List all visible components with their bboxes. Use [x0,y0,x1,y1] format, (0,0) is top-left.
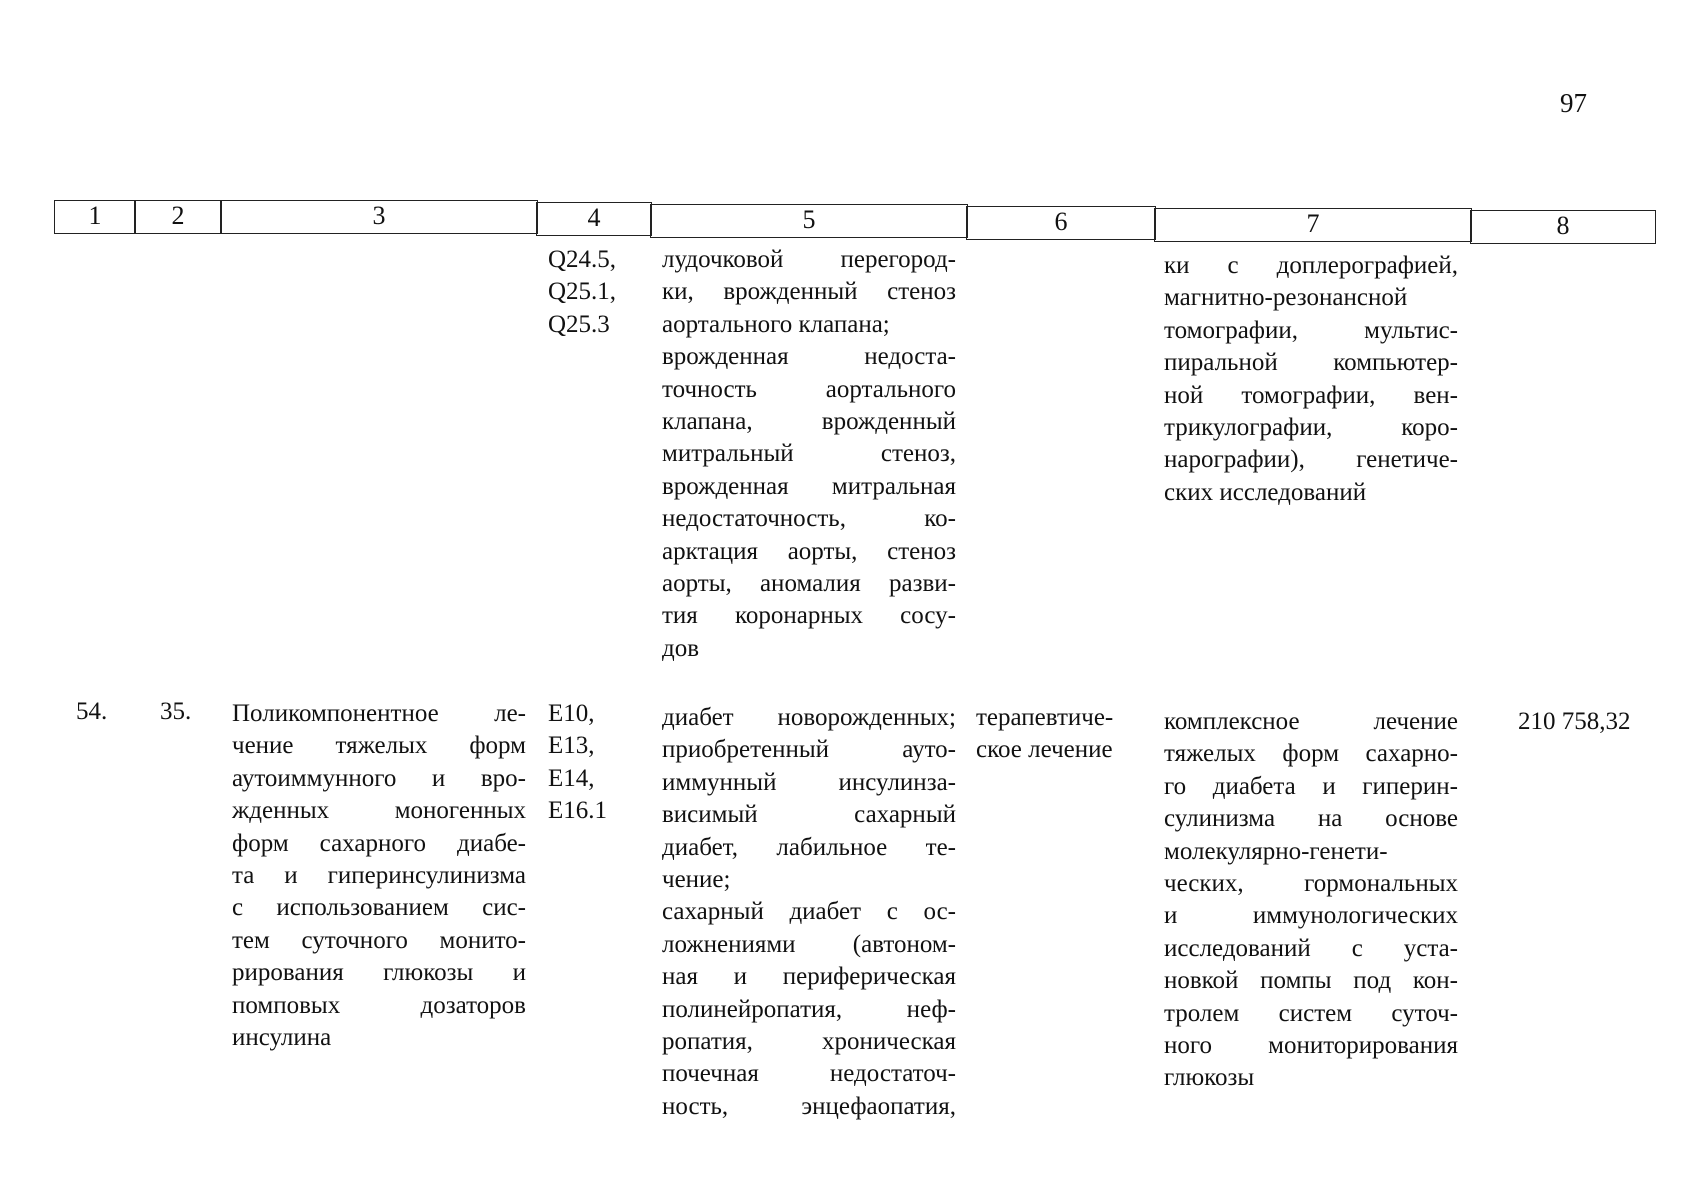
text-line: аортального клапана; [662,310,890,338]
row-col7-treatment-method [1164,706,1458,1095]
text-line: жденных моногенных [232,797,526,825]
header-col-4: 4 [536,202,652,236]
text-line: та и гиперинсулинизма [232,862,526,890]
text-line: диабет новорожденных; [662,704,956,731]
row-col4-codes [548,698,607,828]
text-line: комплексное лечение [1164,708,1458,735]
text-line: форм сахарного диабе- [232,829,526,857]
text-line: E13, [548,732,595,760]
continuation-col5 [662,244,956,665]
row-col5-diagnosis [662,702,956,1123]
text-line: чение тяжелых форм [232,732,526,760]
text-line: ческих, гормональных [1164,870,1458,898]
text-line: E16.1 [548,797,608,825]
text-line: глюкозы [1164,1064,1255,1092]
text-line: ки, врожденный стеноз [662,278,956,306]
text-line: митральный стеноз, [662,440,956,468]
text-line: диабет, лабильное те- [662,833,956,861]
text-line: E14, [548,764,595,792]
text-line: исследований с уста- [1164,934,1458,962]
text-line: арктация аорты, стеноз [662,537,956,565]
text-line: дов [662,634,700,662]
row-subnumber: 35. [160,698,192,725]
text-line: пиральной компьютер- [1164,349,1458,377]
text-line: клапана, врожденный [662,408,956,436]
text-line: Поликомпонентное ле- [232,700,526,727]
page-number: 97 [1560,88,1587,118]
text-line: трикулографии, коро- [1164,414,1458,442]
text-line: приобретенный ауто- [662,736,956,764]
text-line: висимый сахарный [662,801,956,829]
row-col3-method [232,698,526,1054]
continuation-col4 [548,244,616,341]
text-line: Q25.1, [548,278,617,306]
text-line: лудочковой перегород- [662,246,956,273]
text-line: Q25.3 [548,310,610,338]
header-col-3: 3 [220,200,538,234]
header-col-2: 2 [134,200,222,234]
text-line: го диабета и гиперин- [1164,772,1458,800]
header-col-6: 6 [966,206,1156,240]
text-line: нарографии), генетиче- [1164,446,1458,474]
continuation-col7 [1164,250,1458,509]
text-line: и иммунологических [1164,902,1458,930]
header-col-8: 8 [1470,210,1656,244]
text-line: тролем систем суточ- [1164,999,1458,1027]
row-col6-treatment-type [976,702,1113,767]
text-line: точность аортального [662,375,956,403]
text-line: иммунный инсулинза- [662,768,956,796]
text-line: ских исследований [1164,478,1367,506]
text-line: ропатия, хроническая [662,1028,956,1056]
text-line: новкой помпы под кон- [1164,967,1458,995]
text-line: полинейропатия, неф- [662,995,956,1023]
text-line: тия коронарных сосу- [662,602,956,630]
text-line: помповых дозаторов [232,991,526,1019]
table-header-row [54,200,1656,238]
text-line: тяжелых форм сахарно- [1164,740,1458,768]
text-line: магнитно-резонансной [1164,284,1408,312]
text-line: ного мониторирования [1164,1032,1458,1060]
text-line: тем суточного монито- [232,926,526,954]
text-line: ское лечение [976,736,1113,764]
header-col-7: 7 [1154,208,1472,242]
text-line: недостаточность, ко- [662,505,956,533]
text-line: рирования глюкозы и [232,959,526,987]
text-line: инсулина [232,1024,332,1052]
row-col8-cost: 210 758,32 [1518,708,1631,735]
text-line: сахарный диабет с ос- [662,898,956,926]
text-line: терапевтиче- [976,704,1114,731]
text-line: чение; [662,866,731,894]
header-col-5: 5 [650,204,968,238]
text-line: Q24.5, [548,246,617,273]
text-line: ложнениями (автоном- [662,930,956,958]
text-line: томографии, мультис- [1164,316,1458,344]
text-line: аорты, аномалия разви- [662,570,956,598]
header-col-1: 1 [54,200,136,234]
text-line: сулинизма на основе [1164,805,1458,833]
text-line: E10, [548,700,595,727]
text-line: аутоиммунного и вро- [232,764,526,792]
text-line: врожденная недоста- [662,343,956,371]
text-line: врожденная митральная [662,472,956,500]
text-line: ная и периферическая [662,963,956,991]
text-line: ность, энцефаопатия, [662,1092,956,1120]
text-line: молекулярно-генети- [1164,837,1388,865]
text-line: ной томографии, вен- [1164,381,1458,409]
text-line: почечная недостаточ- [662,1060,956,1088]
text-line: ки с доплерографией, [1164,252,1458,279]
row-number: 54. [76,698,108,725]
text-line: с использованием сис- [232,894,526,922]
